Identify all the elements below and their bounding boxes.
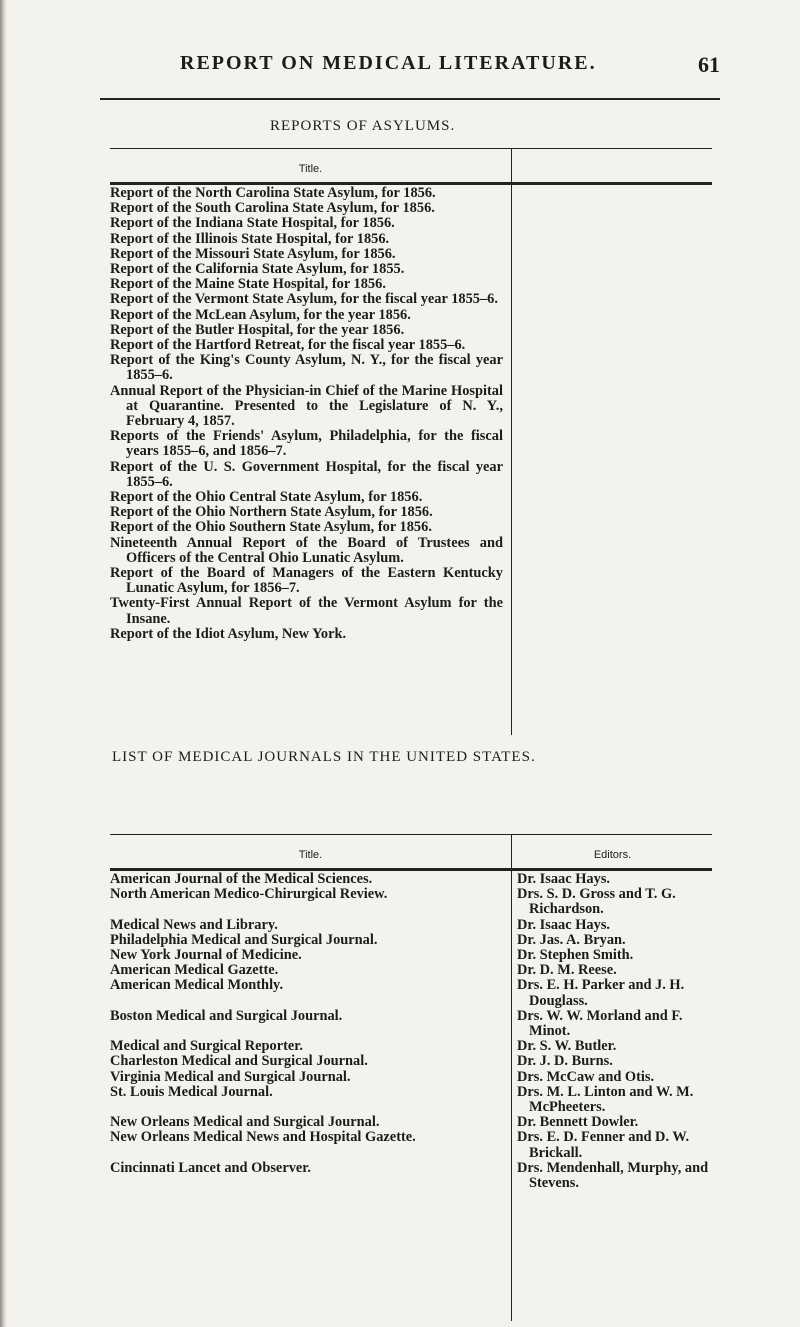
journal-row xyxy=(110,887,712,917)
asylum-report-item: Reports of the Friends' Asylum, Philadelphia, for the fiscal years 1855–6, and 1856–7. xyxy=(110,428,503,460)
journal-row xyxy=(110,1009,712,1039)
journal-row xyxy=(110,1070,712,1085)
journal-editors: Drs. E. D. Fenner and D. W. Brickall. xyxy=(517,1129,690,1161)
page-number: 61 xyxy=(698,52,720,77)
journal-title: Virginia Medical and Surgical Journal. xyxy=(110,1068,351,1085)
journal-editors: Drs. W. W. Morland and F. Minot. xyxy=(517,1007,683,1040)
asylum-report-item: Report of the U. S. Government Hospital, for the fiscal year 1855–6. xyxy=(110,458,503,490)
journals-table xyxy=(110,834,712,1321)
asylum-report-item: Nineteenth Annual Report of the Board of Trustees and Officers of the Central Ohio Lunatic Asylum. xyxy=(110,534,503,566)
journal-editors: Dr. Isaac Hays. xyxy=(517,871,611,887)
journal-row xyxy=(110,872,712,887)
journal-row xyxy=(110,1039,712,1054)
journal-editors: Dr. Stephen Smith. xyxy=(517,947,634,964)
asylum-report-item: Report of the Ohio Central State Asylum, for 1856. xyxy=(110,489,423,506)
asylum-report-item: Report of the Missouri State Asylum, for 1856. xyxy=(110,245,396,262)
journal-title: New York Journal of Medicine. xyxy=(110,947,302,964)
journal-title: American Medical Monthly. xyxy=(110,977,284,994)
asylum-title-column-header: Title. xyxy=(298,163,323,175)
journal-title: Philadelphia Medical and Surgical Journal. xyxy=(110,931,378,948)
asylum-report-item: Twenty-First Annual Report of the Vermont Asylum for the Insane. xyxy=(110,595,503,627)
asylum-report-item: Report of the Ohio Northern State Asylum, for 1856. xyxy=(110,504,433,521)
journal-title: New Orleans Medical and Surgical Journal. xyxy=(110,1114,380,1131)
journal-title: American Journal of the Medical Sciences. xyxy=(110,871,373,887)
asylum-report-item: Report of the California State Asylum, for 1855. xyxy=(110,261,405,278)
asylum-reports-table xyxy=(110,148,712,735)
journal-editors: Dr. Jas. A. Bryan. xyxy=(517,931,626,948)
asylum-report-item: Report of the Idiot Asylum, New York. xyxy=(110,625,347,642)
table-top-rule xyxy=(110,148,712,149)
journal-title: Boston Medical and Surgical Journal. xyxy=(110,1007,343,1024)
asylum-report-item: Report of the McLean Asylum, for the year 1856. xyxy=(110,306,411,323)
journal-title: American Medical Gazette. xyxy=(110,962,279,979)
journal-editors: Drs. M. L. Linton and W. M. McPheeters. xyxy=(517,1083,694,1116)
asylum-report-item: Report of the Vermont State Asylum, for the fiscal year 1855–6. xyxy=(110,291,498,308)
journal-title: North American Medico-Chirurgical Review. xyxy=(110,886,388,903)
journal-title: St. Louis Medical Journal. xyxy=(110,1083,273,1100)
journal-editors: Dr. S. W. Butler. xyxy=(517,1038,617,1055)
journal-editors: Dr. D. M. Reese. xyxy=(517,962,617,979)
asylum-reports-heading: REPORTS OF ASYLUMS. xyxy=(270,118,456,134)
journal-title: Medical and Surgical Reporter. xyxy=(110,1038,303,1055)
journal-editors-column-header: Editors. xyxy=(593,849,632,861)
asylum-report-item: Annual Report of the Physician-in Chief of the Marine Hospital at Quarantine. Presented to the Legislature of N. Y., February 4, 1857. xyxy=(110,382,503,430)
journal-title: Medical News and Library. xyxy=(110,916,278,933)
asylum-report-item: Report of the Board of Managers of the Eastern Kentucky Lunatic Asylum, for 1856–7. xyxy=(110,565,503,597)
journal-row xyxy=(110,1115,712,1130)
journal-title-column-header: Title. xyxy=(298,849,323,861)
journal-editors: Drs. Mendenhall, Murphy, and Stevens. xyxy=(517,1159,709,1192)
asylum-report-item: Report of the King's County Asylum, N. Y., for the fiscal year 1855–6. xyxy=(110,352,503,384)
running-title: REPORT ON MEDICAL LITERATURE. xyxy=(180,52,597,74)
journal-row xyxy=(110,918,712,933)
journal-row xyxy=(110,1085,712,1115)
journal-row xyxy=(110,1130,712,1160)
journal-editors: Dr. Isaac Hays. xyxy=(517,916,611,933)
asylum-report-list xyxy=(110,186,503,642)
asylum-report-item: Report of the South Carolina State Asylum, for 1856. xyxy=(110,200,435,217)
journal-row xyxy=(110,963,712,978)
journal-list xyxy=(110,872,712,1191)
journals-heading: LIST OF MEDICAL JOURNALS IN THE UNITED STATES. xyxy=(112,749,536,765)
asylum-report-item: Report of the Ohio Southern State Asylum, for 1856. xyxy=(110,519,432,536)
asylum-report-item: Report of the Hartford Retreat, for the fiscal year 1855–6. xyxy=(110,337,466,354)
journal-editors: Drs. S. D. Gross and T. G. Richardson. xyxy=(517,886,676,918)
table-top-rule xyxy=(110,834,712,835)
journal-row xyxy=(110,1054,712,1069)
journal-row xyxy=(110,978,712,1008)
running-head xyxy=(100,52,720,82)
journal-row xyxy=(110,933,712,948)
journal-title: New Orleans Medical News and Hospital Gazette. xyxy=(110,1129,416,1146)
journal-editors: Dr. Bennett Dowler. xyxy=(517,1114,639,1131)
journal-title: Charleston Medical and Surgical Journal. xyxy=(110,1053,368,1070)
journal-editors: Drs. E. H. Parker and J. H. Douglass. xyxy=(517,977,685,1009)
asylum-report-item: Report of the North Carolina State Asylum, for 1856. xyxy=(110,185,436,201)
journal-title: Cincinnati Lancet and Observer. xyxy=(110,1159,311,1176)
asylum-report-item: Report of the Maine State Hospital, for 1856. xyxy=(110,276,386,293)
asylum-report-item: Report of the Indiana State Hospital, for 1856. xyxy=(110,215,395,232)
asylum-report-item: Report of the Illinois State Hospital, for 1856. xyxy=(110,230,390,247)
column-divider xyxy=(511,148,512,735)
scan-edge xyxy=(0,0,7,1327)
header-rule xyxy=(100,98,720,100)
journal-row xyxy=(110,1161,712,1191)
journal-row xyxy=(110,948,712,963)
journal-editors: Drs. McCaw and Otis. xyxy=(517,1068,655,1085)
journal-editors: Dr. J. D. Burns. xyxy=(517,1053,613,1070)
asylum-report-item: Report of the Butler Hospital, for the year 1856. xyxy=(110,321,405,338)
